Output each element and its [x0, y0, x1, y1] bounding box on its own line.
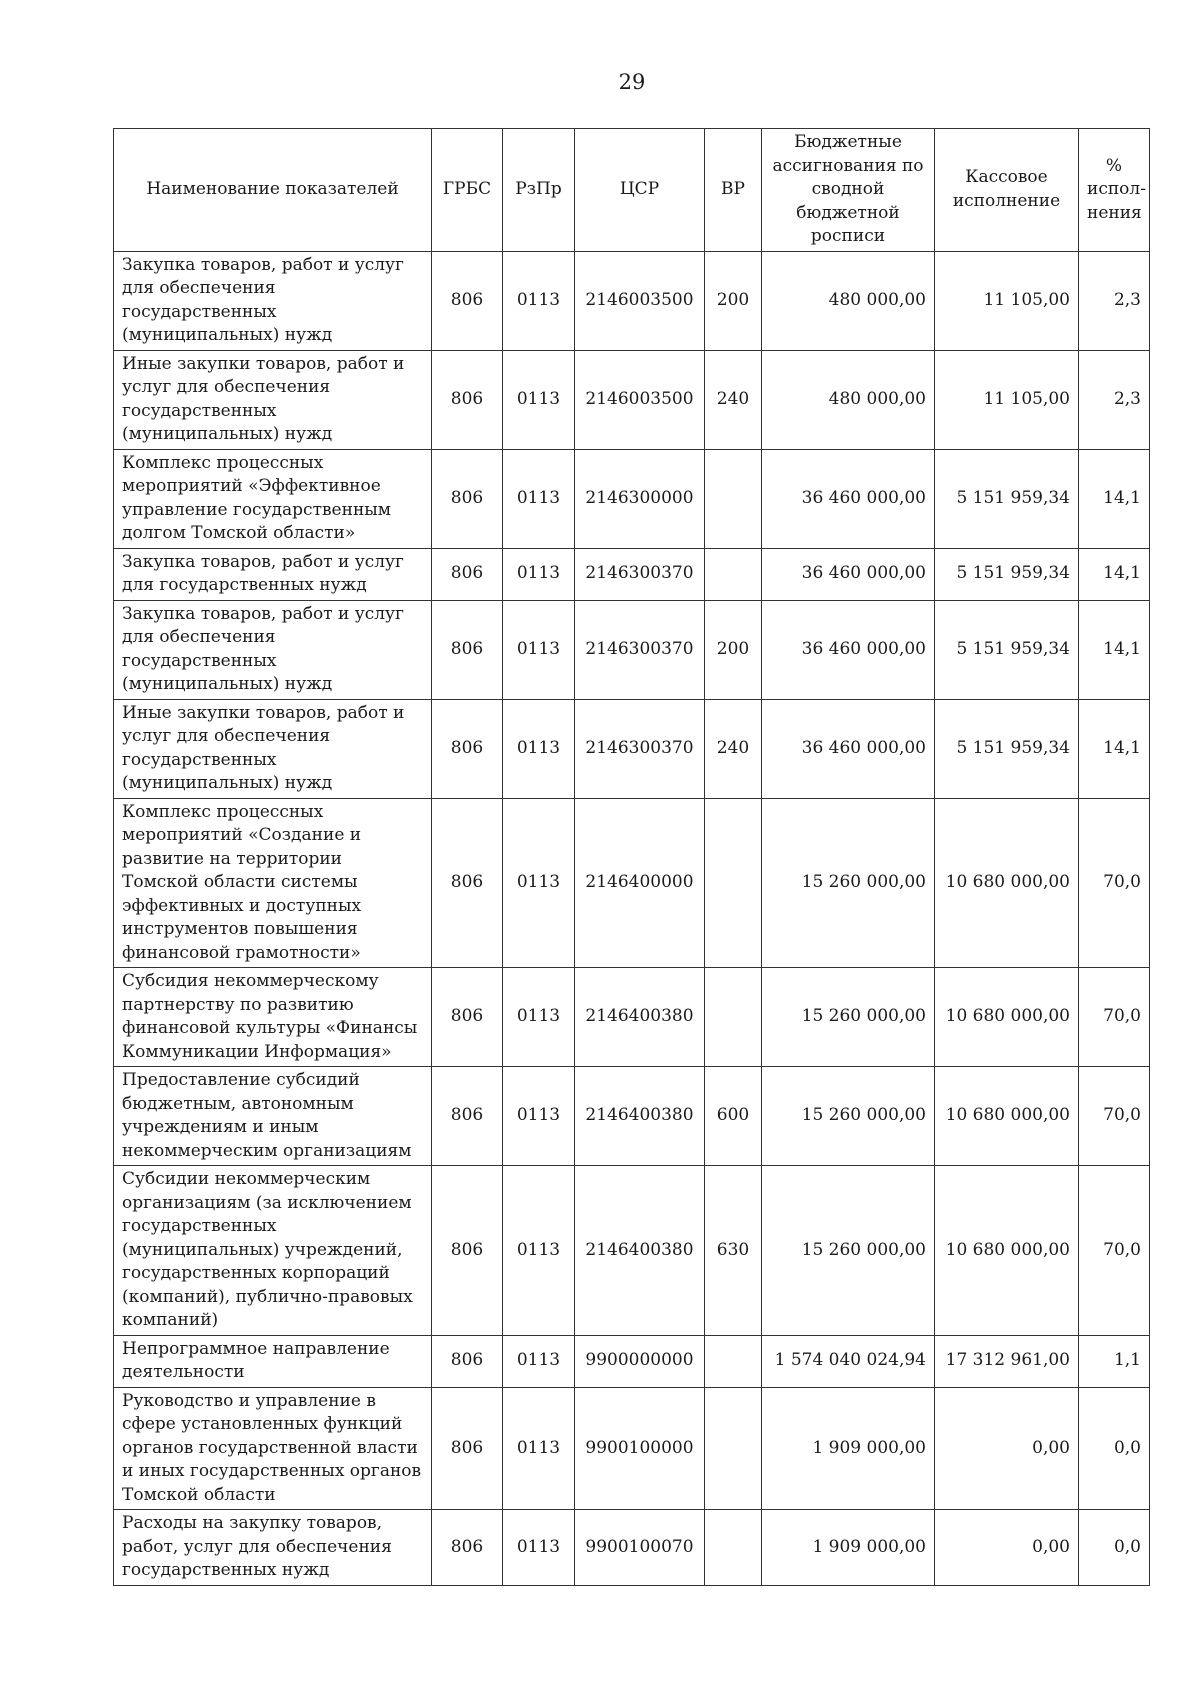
cell-csr: 2146400000 [575, 798, 705, 968]
cell-assignment: 36 460 000,00 [762, 449, 935, 548]
header-name: Наименование показателей [114, 129, 432, 252]
cell-cash-execution: 0,00 [935, 1510, 1079, 1586]
cell-rzpr: 0113 [503, 600, 575, 699]
cell-grbs: 806 [432, 1510, 503, 1586]
cell-rzpr: 0113 [503, 1067, 575, 1166]
cell-vr: 200 [705, 251, 762, 350]
cell-rzpr: 0113 [503, 968, 575, 1067]
cell-cash-execution: 5 151 959,34 [935, 449, 1079, 548]
cell-percent: 1,1 [1079, 1335, 1150, 1387]
cell-csr: 2146003500 [575, 251, 705, 350]
cell-rzpr: 0113 [503, 350, 575, 449]
cell-assignment: 15 260 000,00 [762, 1067, 935, 1166]
cell-name: Субсидии некоммерческим организациям (за исключением государственных (муниципальных) учреждений, государственных корпораций (компаний), публично-правовых компаний) [114, 1166, 432, 1336]
cell-name: Руководство и управление в сфере установленных функций органов государственной власти и иных государственных органов Томской области [114, 1387, 432, 1510]
cell-csr: 2146400380 [575, 1166, 705, 1336]
cell-assignment: 1 909 000,00 [762, 1510, 935, 1586]
cell-name: Комплекс процессных мероприятий «Создание и развитие на территории Томской области системы эффективных и доступных инструментов повышения финансовой грамотности» [114, 798, 432, 968]
header-csr: ЦСР [575, 129, 705, 252]
cell-cash-execution: 10 680 000,00 [935, 1166, 1079, 1336]
cell-vr [705, 548, 762, 600]
cell-grbs: 806 [432, 548, 503, 600]
cell-csr: 2146400380 [575, 1067, 705, 1166]
cell-rzpr: 0113 [503, 699, 575, 798]
cell-grbs: 806 [432, 1335, 503, 1387]
page-number: 29 [618, 70, 646, 94]
cell-assignment: 36 460 000,00 [762, 548, 935, 600]
header-vr: ВР [705, 129, 762, 252]
cell-csr: 2146300370 [575, 548, 705, 600]
cell-name: Непрограммное направление деятельности [114, 1335, 432, 1387]
cell-assignment: 36 460 000,00 [762, 699, 935, 798]
cell-cash-execution: 17 312 961,00 [935, 1335, 1079, 1387]
table-row [114, 699, 1150, 798]
table-row [114, 350, 1150, 449]
cell-csr: 2146400380 [575, 968, 705, 1067]
cell-vr: 240 [705, 699, 762, 798]
cell-rzpr: 0113 [503, 1387, 575, 1510]
cell-cash-execution: 5 151 959,34 [935, 548, 1079, 600]
cell-assignment: 15 260 000,00 [762, 798, 935, 968]
table-row [114, 1067, 1150, 1166]
cell-name: Иные закупки товаров, работ и услуг для обеспечения государственных (муниципальных) нужд [114, 350, 432, 449]
cell-name: Расходы на закупку товаров, работ, услуг для обеспечения государственных нужд [114, 1510, 432, 1586]
cell-percent: 14,1 [1079, 548, 1150, 600]
cell-vr [705, 1335, 762, 1387]
cell-cash-execution: 10 680 000,00 [935, 1067, 1079, 1166]
cell-rzpr: 0113 [503, 798, 575, 968]
cell-rzpr: 0113 [503, 1510, 575, 1586]
cell-rzpr: 0113 [503, 1335, 575, 1387]
cell-cash-execution: 0,00 [935, 1387, 1079, 1510]
table-row [114, 548, 1150, 600]
cell-grbs: 806 [432, 1387, 503, 1510]
cell-grbs: 806 [432, 600, 503, 699]
table-row [114, 968, 1150, 1067]
cell-vr: 600 [705, 1067, 762, 1166]
cell-grbs: 806 [432, 1067, 503, 1166]
cell-grbs: 806 [432, 251, 503, 350]
cell-vr [705, 449, 762, 548]
cell-vr [705, 968, 762, 1067]
cell-csr: 2146003500 [575, 350, 705, 449]
cell-grbs: 806 [432, 1166, 503, 1336]
cell-vr: 630 [705, 1166, 762, 1336]
cell-name: Закупка товаров, работ и услуг для обеспечения государственных (муниципальных) нужд [114, 600, 432, 699]
header-row [114, 129, 1150, 252]
cell-assignment: 1 574 040 024,94 [762, 1335, 935, 1387]
cell-percent: 70,0 [1079, 968, 1150, 1067]
cell-cash-execution: 10 680 000,00 [935, 968, 1079, 1067]
cell-name: Закупка товаров, работ и услуг для обеспечения государственных (муниципальных) нужд [114, 251, 432, 350]
header-rzpr: РзПр [503, 129, 575, 252]
header-assignments: Бюджетные ассигнования по сводной бюджетной росписи [762, 129, 935, 252]
cell-vr [705, 1510, 762, 1586]
cell-name: Иные закупки товаров, работ и услуг для обеспечения государственных (муниципальных) нужд [114, 699, 432, 798]
table-row [114, 449, 1150, 548]
cell-csr: 2146300370 [575, 600, 705, 699]
cell-assignment: 1 909 000,00 [762, 1387, 935, 1510]
cell-percent: 70,0 [1079, 798, 1150, 968]
cell-grbs: 806 [432, 350, 503, 449]
cell-assignment: 480 000,00 [762, 350, 935, 449]
cell-name: Закупка товаров, работ и услуг для государственных нужд [114, 548, 432, 600]
cell-csr: 9900100000 [575, 1387, 705, 1510]
cell-percent: 0,0 [1079, 1387, 1150, 1510]
cell-percent: 2,3 [1079, 350, 1150, 449]
cell-rzpr: 0113 [503, 548, 575, 600]
cell-rzpr: 0113 [503, 1166, 575, 1336]
cell-vr: 200 [705, 600, 762, 699]
cell-csr: 2146300000 [575, 449, 705, 548]
cell-cash-execution: 11 105,00 [935, 350, 1079, 449]
cell-cash-execution: 5 151 959,34 [935, 699, 1079, 798]
cell-percent: 0,0 [1079, 1510, 1150, 1586]
table-row [114, 1510, 1150, 1586]
budget-table [113, 128, 1150, 1586]
cell-grbs: 806 [432, 798, 503, 968]
cell-csr: 9900100070 [575, 1510, 705, 1586]
cell-csr: 2146300370 [575, 699, 705, 798]
cell-rzpr: 0113 [503, 449, 575, 548]
cell-vr [705, 1387, 762, 1510]
cell-name: Предоставление субсидий бюджетным, автономным учреждениям и иным некоммерческим организациям [114, 1067, 432, 1166]
table-row [114, 1387, 1150, 1510]
cell-assignment: 36 460 000,00 [762, 600, 935, 699]
cell-percent: 70,0 [1079, 1067, 1150, 1166]
cell-percent: 70,0 [1079, 1166, 1150, 1336]
table-row [114, 600, 1150, 699]
header-grbs: ГРБС [432, 129, 503, 252]
cell-assignment: 480 000,00 [762, 251, 935, 350]
table-row [114, 1335, 1150, 1387]
cell-percent: 14,1 [1079, 449, 1150, 548]
cell-grbs: 806 [432, 968, 503, 1067]
cell-assignment: 15 260 000,00 [762, 968, 935, 1067]
cell-grbs: 806 [432, 699, 503, 798]
cell-assignment: 15 260 000,00 [762, 1166, 935, 1336]
cell-cash-execution: 10 680 000,00 [935, 798, 1079, 968]
cell-cash-execution: 11 105,00 [935, 251, 1079, 350]
header-cash-execution: Кассовое исполнение [935, 129, 1079, 252]
header-percent: % испол-нения [1079, 129, 1150, 252]
cell-percent: 14,1 [1079, 600, 1150, 699]
cell-vr: 240 [705, 350, 762, 449]
cell-name: Субсидия некоммерческому партнерству по развитию финансовой культуры «Финансы Коммуникации Информация» [114, 968, 432, 1067]
cell-cash-execution: 5 151 959,34 [935, 600, 1079, 699]
cell-name: Комплекс процессных мероприятий «Эффективное управление государственным долгом Томской области» [114, 449, 432, 548]
cell-vr [705, 798, 762, 968]
cell-percent: 14,1 [1079, 699, 1150, 798]
cell-rzpr: 0113 [503, 251, 575, 350]
cell-grbs: 806 [432, 449, 503, 548]
table-row [114, 798, 1150, 968]
cell-percent: 2,3 [1079, 251, 1150, 350]
table-row [114, 1166, 1150, 1336]
table-row [114, 251, 1150, 350]
cell-csr: 9900000000 [575, 1335, 705, 1387]
